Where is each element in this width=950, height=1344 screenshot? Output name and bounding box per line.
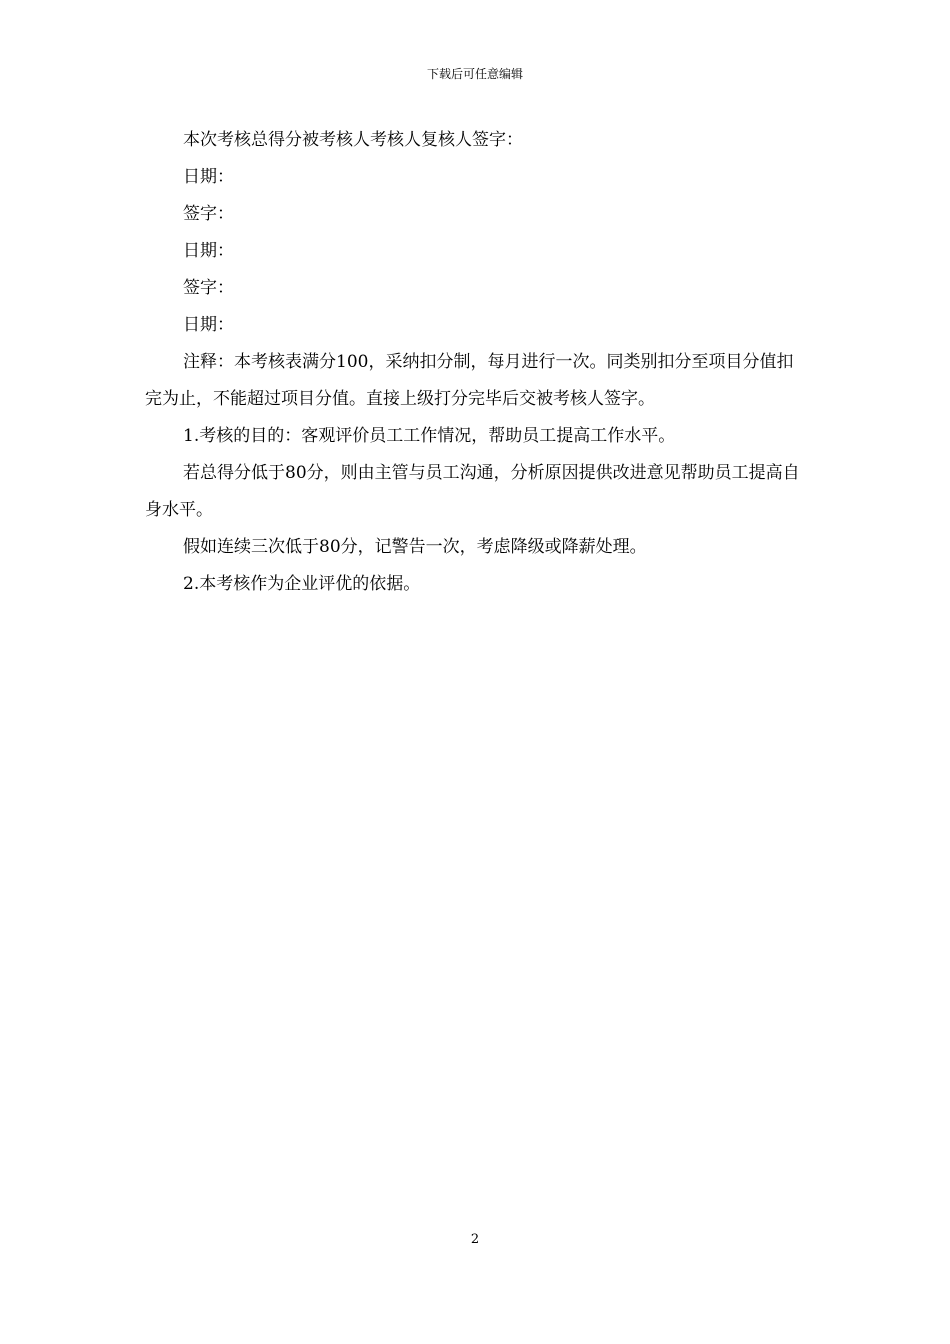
paragraph-date-2: 日期： [183,241,234,261]
paragraph-date-1: 日期： [183,167,234,187]
paragraph-purpose: 1.考核的目的：客观评价员工工作情况，帮助员工提高工作水平。 [183,426,676,446]
paragraph-evaluation-basis: 2.本考核作为企业评优的依据。 [183,574,421,594]
page-header: 下载后可任意编辑 [426,67,523,81]
paragraph-low-score: 若总得分低于80分，则由主管与员工沟通，分析原因提供改进意见帮助员工提高自身水平。 [145,463,800,520]
paragraph-notes: 注释：本考核表满分100，采纳扣分制，每月进行一次。同类别扣分至项目分值扣完为止，不能超过项目分值。直接上级打分完毕后交被考核人签字。 [145,352,794,409]
paragraph-date-3: 日期： [183,315,234,335]
paragraph-signature-2: 签字： [183,278,234,298]
paragraph-signature-1: 签字： [183,204,234,224]
paragraph-warning: 假如连续三次低于80分，记警告一次，考虑降级或降薪处理。 [183,537,647,557]
page-number: 2 [470,1232,480,1247]
document-body [145,122,810,603]
paragraph-score-signature: 本次考核总得分被考核人考核人复核人签字： [183,130,523,150]
